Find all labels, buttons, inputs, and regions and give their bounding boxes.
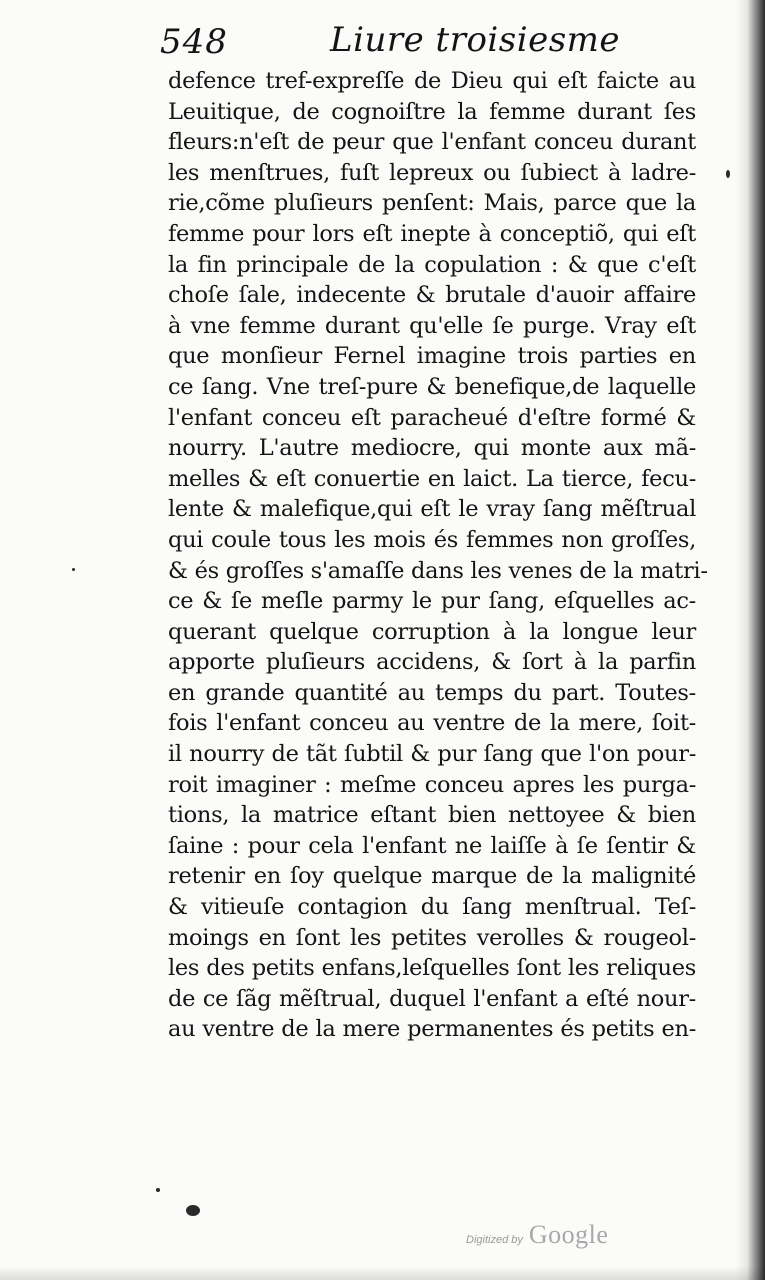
text-line: à vne femme durant qu'elle ſe purge. Vray eſt [168, 312, 696, 339]
scan-speck [156, 1188, 160, 1192]
text-line: choſe ſale, indecente & brutale d'auoir affaire [168, 282, 696, 309]
text-line: de ce ſãg mẽſtrual, duquel l'enfant a eſté nour- [168, 985, 696, 1012]
text-line: les menſtrues, fuſt lepreux ou ſubiect à ladre- [168, 159, 696, 186]
running-head [160, 20, 720, 68]
digitized-by-text: Digitized by [466, 1234, 523, 1246]
text-line: en grande quantité au temps du part. Toutes- [168, 679, 696, 706]
text-line: melles & eſt conuertie en laict. La tierce, fecu- [168, 465, 696, 492]
text-line: qui coule tous les mois és femmes non groſſes, [168, 526, 696, 553]
text-line: au ventre de la mere permanentes és petits en- [168, 1016, 696, 1043]
text-line: rie,cõme pluſieurs penſent: Mais, parce que la [168, 190, 696, 217]
text-line: ce ſang. Vne treſ-pure & benefique,de laquelle [168, 373, 696, 400]
text-line: tions, la matrice eſtant bien nettoyee & bien [168, 802, 696, 829]
text-line: fois l'enfant conceu au ventre de la mere, ſoit- [168, 710, 696, 737]
text-line: femme pour lors eſt inepte à conceptiõ, qui eſt [168, 220, 696, 247]
text-line: & vitieuſe contagion du ſang menſtrual. Teſ- [168, 894, 696, 921]
text-line: les des petits enfans,leſquelles ſont les reliques [168, 955, 696, 982]
text-line: roit imaginer : meſme conceu apres les purga- [168, 771, 696, 798]
text-line: & és groſſes s'amaſſe dans les venes de la matri- [168, 557, 708, 584]
text-line: retenir en ſoy quelque marque de la malignité [168, 863, 696, 890]
text-line: moings en ſont les petites verolles & rougeol- [168, 924, 696, 951]
text-line: fleurs:n'eſt de peur que l'enfant conceu durant [168, 129, 696, 156]
google-logo: Google [528, 1220, 609, 1249]
text-line: la fin principale de la copulation : & que c'eſt [168, 251, 696, 278]
text-line: defence tref-expreſſe de Dieu qui eſt faicte au [168, 68, 696, 94]
text-line: il nourry de tãt ſubtil & pur ſang que l'on pour- [168, 741, 696, 768]
scan-speck [72, 568, 75, 571]
body-text [168, 66, 708, 1045]
text-line: que monſieur Fernel imagine trois parties en [168, 343, 696, 370]
scan-speck [186, 1205, 200, 1216]
text-line: l'enfant conceu eſt paracheué d'eſtre formé & [168, 404, 696, 431]
text-line: ce & ſe meſle parmy le pur ſang, eſquelles ac- [168, 588, 696, 615]
text-line: ſaine : pour cela l'enfant ne laiſſe à ſe ſentir & [168, 832, 696, 859]
text-line: apporte pluſieurs accidens, & ſort à la parfin [168, 649, 696, 676]
text-line: nourry. L'autre mediocre, qui monte aux mã- [168, 435, 696, 462]
page-number: 548 [160, 22, 228, 62]
running-title: Liure troisiesme [330, 20, 621, 60]
page-edge-shadow [735, 0, 765, 1280]
scan-speck [726, 170, 730, 178]
digitized-by-watermark [466, 1220, 608, 1250]
text-line: Leuitique, de cognoiſtre la femme durant ſes [168, 98, 696, 125]
page-bottom-shadow [0, 1266, 765, 1280]
text-line: lente & malefique,qui eſt le vray ſang mẽſtrual [168, 496, 696, 523]
text-line: querant quelque corruption à la longue leur [168, 618, 696, 645]
